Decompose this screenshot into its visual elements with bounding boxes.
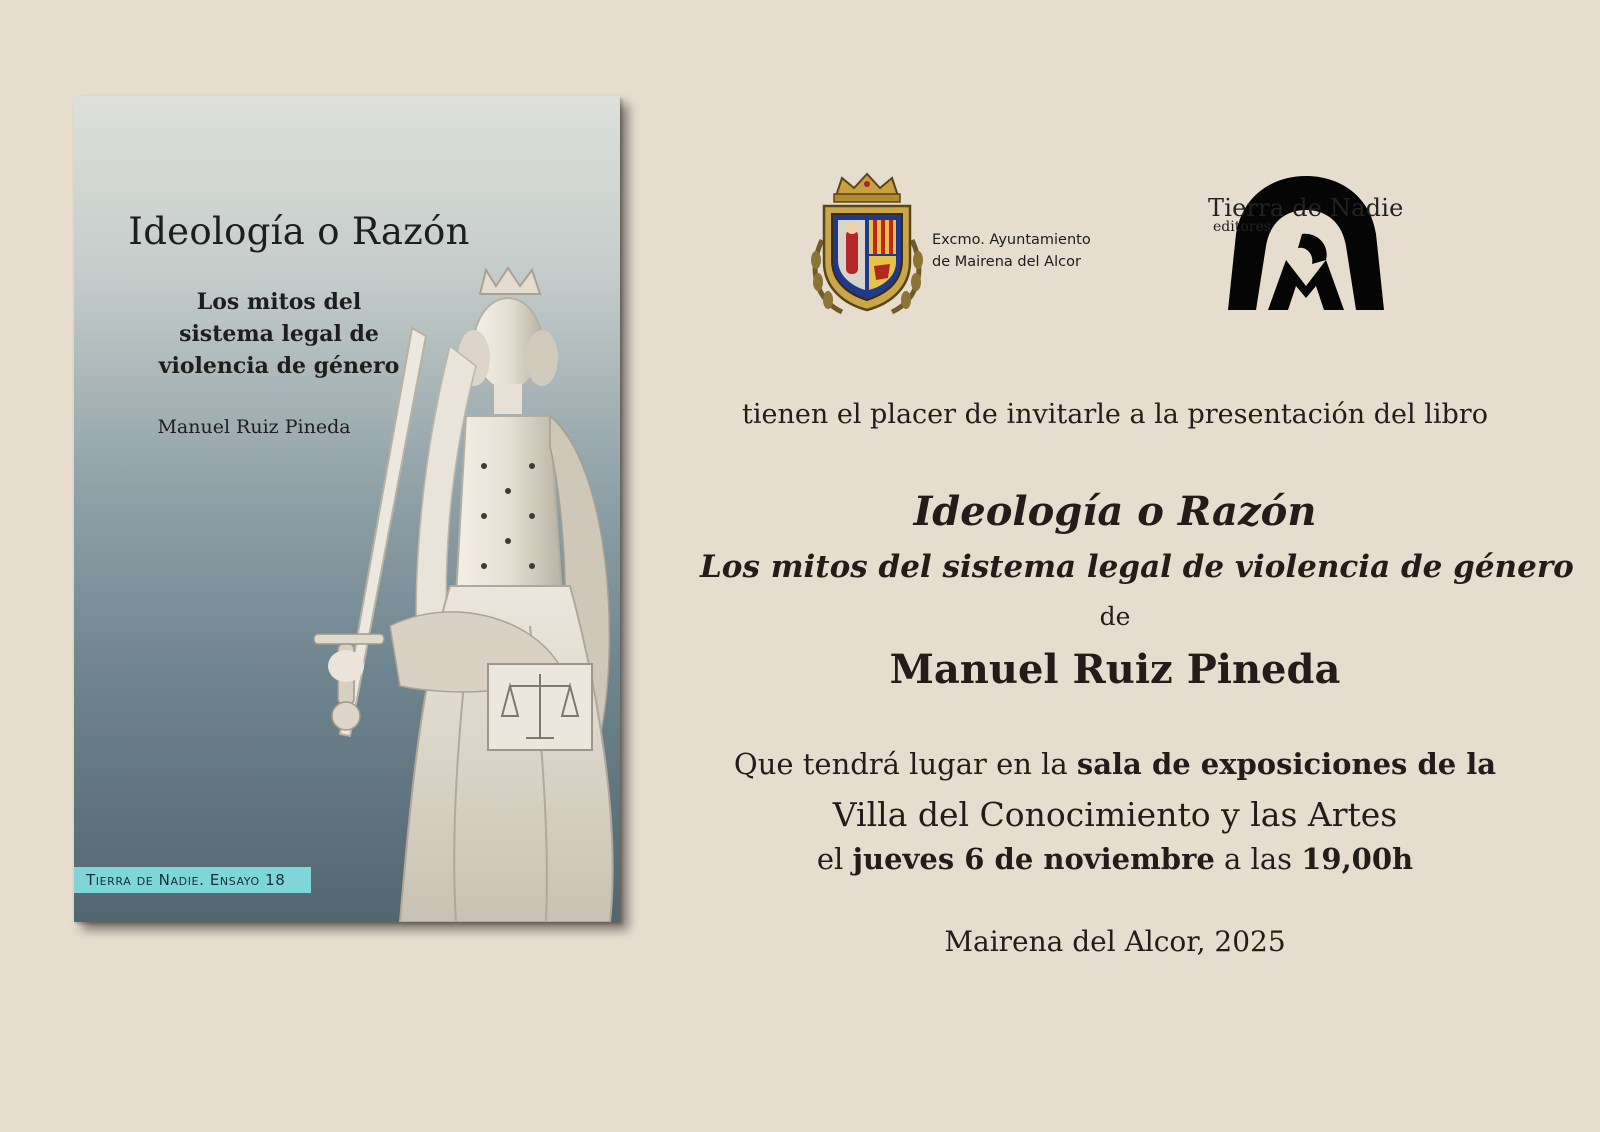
time-prefix: a las <box>1214 842 1302 876</box>
justice-statue-image <box>300 266 620 922</box>
council-crest-logo <box>808 170 926 316</box>
book-cover-author: Manuel Ruiz Pineda <box>157 416 351 438</box>
council-name-line: Excmo. Ayuntamiento <box>932 232 1091 248</box>
venue-highlight: sala de exposiciones de la <box>1076 747 1497 781</box>
invitation-place-year: Mairena del Alcor, 2025 <box>944 925 1286 958</box>
book-cover-subtitle-line: violencia de género <box>158 353 400 379</box>
book-cover <box>74 96 620 922</box>
invitation-by: de <box>1099 602 1131 631</box>
book-cover-title: Ideología o Razón <box>128 210 470 253</box>
date-prefix: el <box>816 842 853 876</box>
invitation-author: Manuel Ruiz Pineda <box>889 646 1341 693</box>
invitation-datetime <box>700 842 1530 876</box>
book-cover-subtitle-line: Los mitos del <box>196 289 362 315</box>
invitation-book-subtitle: Los mitos del sistema legal de violencia de género <box>700 549 1574 585</box>
book-cover-subtitle-line: sistema legal de <box>179 321 379 347</box>
publisher-subtitle: editores <box>1213 219 1271 235</box>
council-name <box>932 229 1112 273</box>
venue-prefix: Que tendrá lugar en la <box>733 747 1077 781</box>
council-name-line: de Mairena del Alcor <box>932 254 1081 270</box>
invitation-intro: tienen el placer de invitarle a la presentación del libro <box>742 399 1488 430</box>
invitation-venue-line1 <box>700 747 1530 781</box>
event-date: jueves 6 de noviembre <box>852 842 1215 876</box>
event-time: 19,00h <box>1301 842 1414 876</box>
publisher-name: Tierra de Nadie <box>1208 194 1404 222</box>
book-series-label: Tierra de Nadie. Ensayo 18 <box>74 867 311 893</box>
invitation-book-title: Ideología o Razón <box>913 488 1317 535</box>
invitation-venue-line2: Villa del Conocimiento y las Artes <box>832 795 1398 834</box>
